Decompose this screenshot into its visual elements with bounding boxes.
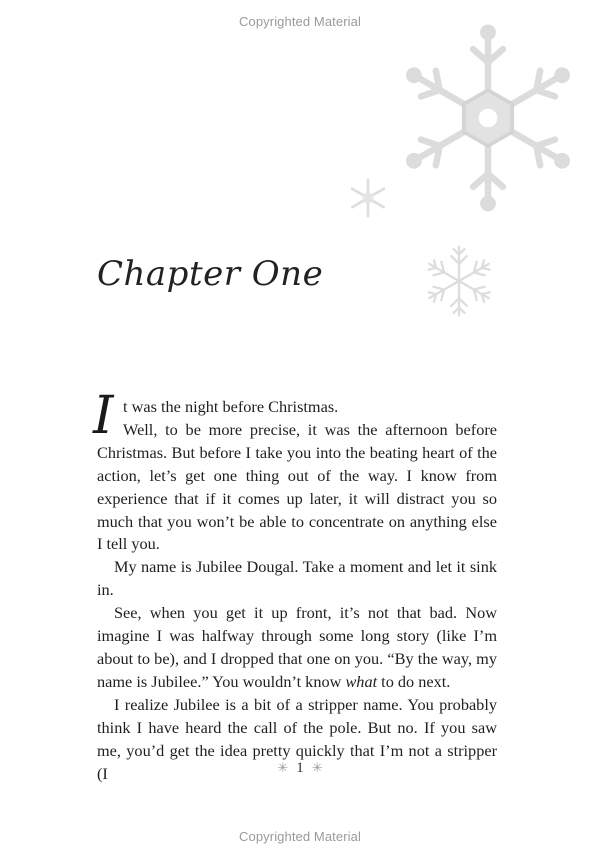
chapter-title: Chapter One [97, 254, 324, 294]
folio-star-right-icon: ✳ [311, 760, 323, 775]
drop-cap: I [93, 386, 114, 446]
paragraph-1-line-1: t was the night before Christmas. [123, 397, 339, 416]
folio-star-left-icon: ✳ [277, 760, 289, 775]
paragraph-4: I realize Jubilee is a bit of a stripper name. You probably think I have heard the call of the pole. But no. If you saw me, you’d get the idea pretty quickly that I’m not a stripper (I [97, 694, 497, 783]
snowflake-large-icon [395, 18, 581, 218]
paragraph-2: My name is Jubilee Dougal. Take a moment and let it sink in. [97, 557, 497, 600]
paragraph-3 [97, 602, 497, 694]
paragraph-3-emphasis: what [345, 671, 378, 691]
snowflake-medium-icon [420, 240, 498, 322]
paragraph-1-first-line [93, 386, 497, 446]
paragraph-1-continued: Well, to be more precise, it was the afternoon before Christmas. But before I take you into the beating heart of the action, let’s get one thing out of the way. I know from experience that if it comes up later, it will distract you so much that you won’t be able to concentrate on anything else I tell you. [97, 419, 497, 554]
paragraph-3-text-a: See, when you get it up front, it’s not that bad. Now imagine I was halfway through some long story (like I’m about to be), and I dropped that one on you. “By the way, my name is Jubilee.” You wouldn’t know [97, 603, 497, 691]
copyright-watermark-top: Copyrighted Material [239, 14, 361, 29]
copyright-watermark-bottom: Copyrighted Material [239, 829, 361, 844]
page-number: 1 [296, 760, 304, 776]
page-folio [0, 760, 600, 777]
paragraph-3-text-b: to do next. [377, 671, 451, 691]
snowflake-small-icon [346, 176, 390, 220]
chapter-body [93, 386, 497, 785]
